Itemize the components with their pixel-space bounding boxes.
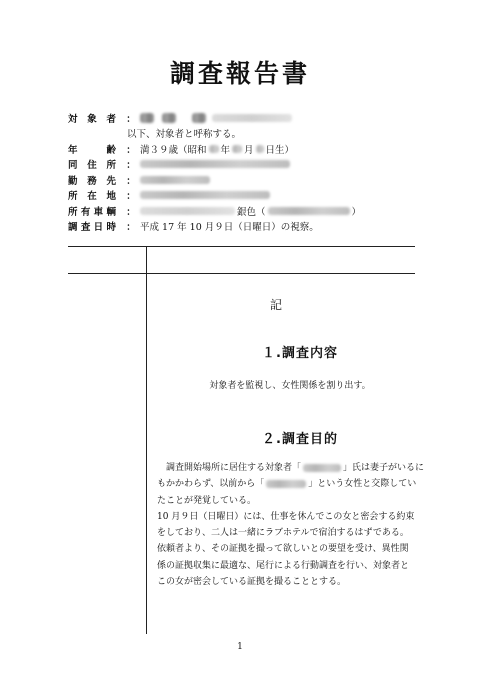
redaction [232,145,242,153]
row-workplace [68,172,468,188]
divider-top [68,246,415,247]
row-age [68,141,468,157]
body-line: 依頼者より、その証拠を撮って欲しいとの要望を受け、異性関 [157,544,409,555]
redaction [268,207,350,215]
text: もかかわらず、以前から「 [157,479,265,490]
location-redacted [140,191,270,199]
redaction [209,145,219,153]
body-line [157,460,425,476]
redaction [192,113,206,123]
row-subject [68,110,468,126]
row-location [68,188,468,204]
colon: ： [126,144,136,156]
redaction [162,113,176,123]
age-text-d: 日生） [265,144,295,156]
section2-heading: ２.調査目的 [262,432,338,447]
label-survey-date: 調 査 日 時 [68,222,116,234]
age-text-b: 年 [220,144,231,156]
vehicle-text-b: ） [351,206,362,218]
label-workplace: 勤 務 先 [68,175,116,187]
section2-body [157,460,425,590]
workplace-redacted [140,176,210,184]
subject-info [68,110,468,234]
text: 調査開始場所に居住する対象者「 [166,463,302,473]
text: 」という女性と交際してい [308,479,417,490]
label-vehicle: 所 有 車 輌 [68,206,116,218]
redaction [303,464,341,472]
age-text-a: 満３９歳（昭和 [140,144,207,156]
page-number: 1 [237,642,243,652]
body-line [157,476,425,492]
label-location: 所 在 地 [68,191,116,203]
age-text-c: 月 [244,144,254,156]
colon: ： [126,175,136,187]
ki-heading: 記 [270,298,283,312]
section1-heading: １.調査内容 [262,346,338,361]
row-alias [68,126,468,142]
divider-header [68,273,415,274]
label-subject: 対 象 者 [68,113,116,125]
redaction [140,176,210,184]
age-value [140,142,294,156]
body-line: 10 月９日（日曜日）には、仕事を休んでこの女と密会する約束 [157,511,415,522]
subject-name-redacted [140,113,292,123]
colon: ： [126,113,136,125]
colon: ： [126,222,136,234]
label-age: 年 齢 [68,144,116,156]
document-title: 調査報告書 [169,59,310,88]
address-redacted [140,160,290,168]
alias-text: 以下、対象者と呼称する。 [127,129,242,141]
redaction [140,191,270,199]
redaction [140,160,290,168]
redaction [266,480,306,488]
body-line: たことが発覚している。 [157,495,257,506]
colon: ： [126,206,136,218]
redaction [212,114,292,122]
row-address [68,157,468,173]
text: 」氏は妻子がいるに [343,463,425,473]
body-line: この女が密会している証拠を撮ることとする。 [157,577,347,588]
colon: ： [126,160,136,172]
vehicle-text-a: 銀色（ [237,206,266,218]
row-vehicle [68,203,468,219]
redaction [140,113,154,123]
vehicle-value [140,204,361,218]
redaction [140,207,235,215]
survey-date-text: 平成 17 年 10 月９日（日曜日）の視察。 [140,222,319,234]
redaction [256,145,264,153]
label-address: 同 住 所 [68,160,116,172]
body-line: をしており、二人は一緒にラブホテルで宿泊するはずである。 [157,528,409,539]
section1-text: 対象者を監視し、女性関係を割り出す。 [209,381,371,391]
body-line: 係の証拠収集に最適な、尾行による行動調査を行い、対象者と [157,560,410,571]
margin-line [146,246,147,634]
colon: ： [126,191,136,203]
row-survey-date [68,219,468,235]
